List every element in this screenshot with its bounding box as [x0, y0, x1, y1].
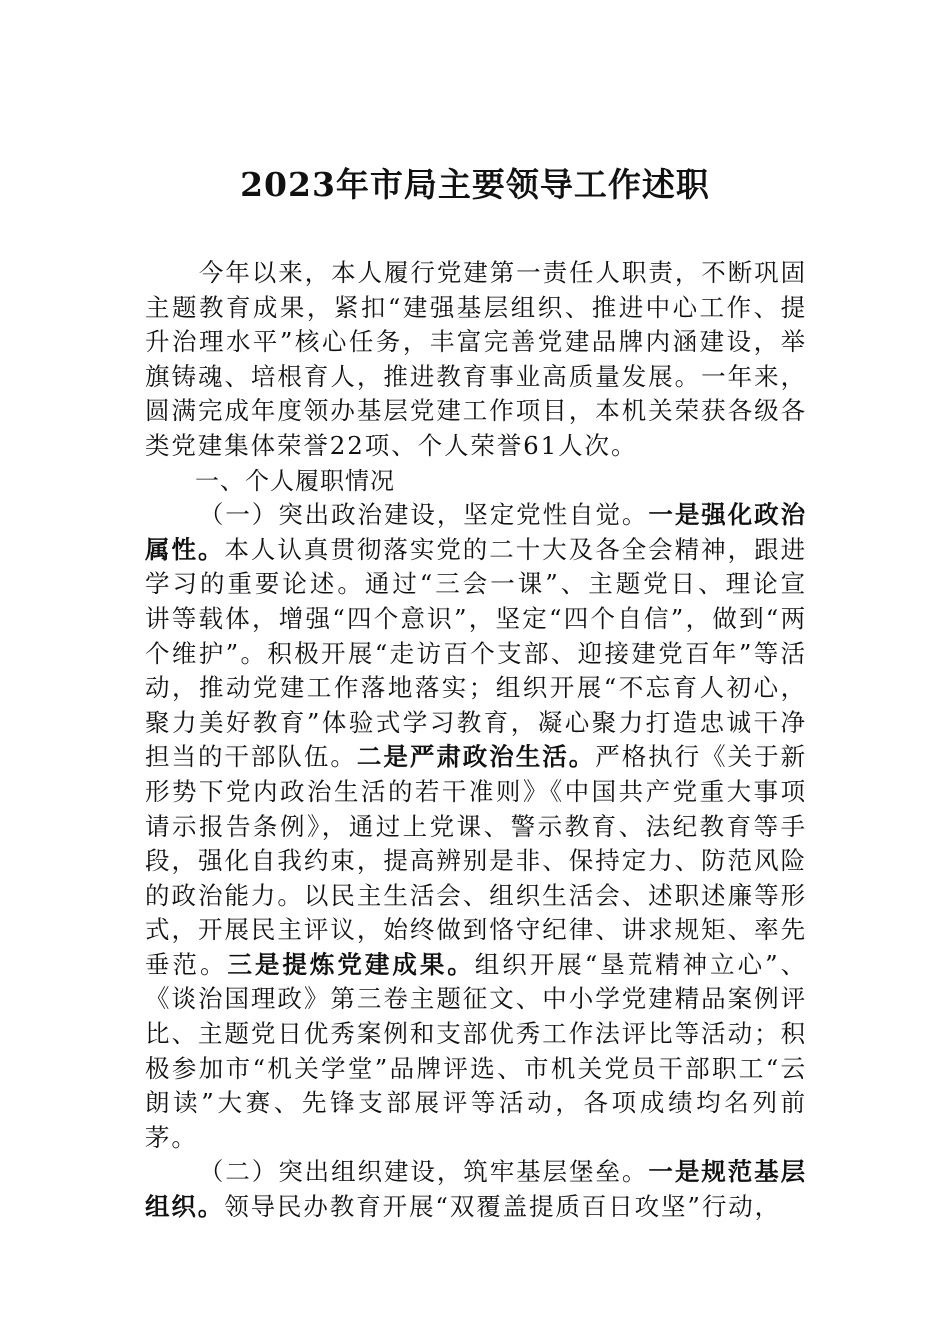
point-1-heading: 一是强化政治属性。 [145, 500, 807, 564]
paragraph-lead: （二）突出组织建设，筑牢基层堡垒。 [198, 1157, 649, 1187]
point-1-text: 本人认真贯彻落实党的二十大及各全会精神，跟进学习的重要论述。通过“三会一课”、主题党日、理论宣讲等载体，增强“四个意识”，坚定“四个自信”，做到“两个维护”。积极开展“走访百个支部、迎接建党百年”等活动，推动党建工作落地落实；组织开展“不忘育人初心，聚力美好教育”体验式学习教育，凝心聚力打造忠诚干净担当的干部队伍。 [145, 534, 807, 772]
point-1-heading: 一是规范基层组织。 [145, 1157, 807, 1222]
point-2-text: 严格执行《关于新形势下党内政治生活的若干准则》《中国共产党重大事项请示报告条例》，通过上党课、警示教育、法纪教育等手段，强化自我约束，提高辨别是非、保持定力、防范风险的政治能力。以民主生活会、组织生活会、述职述廉等形式，开展民主评议，始终做到恪守纪律、讲求规矩、率先垂范。 [145, 742, 807, 979]
paragraph-lead: （一）突出政治建设，坚定党性自觉。 [198, 500, 649, 530]
point-2-heading: 二是严肃政治生活。 [356, 742, 596, 772]
document-title: 2023年市局主要领导工作述职 [240, 165, 710, 204]
section-heading: 一、个人履职情况 [195, 466, 395, 495]
point-1-text: 领导民办教育开展“双覆盖提质百日攻坚”行动， [224, 1192, 782, 1222]
intro-paragraph: 今年以来，本人履行党建第一责任人职责，不断巩固主题教育成果，紧扣“建强基层组织、推进中心工作、提升治理水平”核心任务，丰富完善党建品牌内涵建设，举旗铸魂、培根育人，推进教育事业高质量发展。一年来，圆满完成年度领办基层党建工作项目，本机关荣获各级各类党建集体荣誉22项、个人荣誉61人次。 [145, 258, 807, 460]
paragraph-political-building [145, 498, 807, 1155]
point-3-text: 组织开展“垦荒精神立心”、《谈治国理政》第三卷主题征文、中小学党建精品案例评比、主题党日优秀案例和支部优秀工作法评比等活动；积极参加市“机关学堂”品牌评选、市机关党员干部职工“云朗读”大赛、先锋支部展评等活动，各项成绩均名列前茅。 [145, 949, 807, 1152]
point-3-heading: 三是提炼党建成果。 [227, 949, 475, 979]
document-body [145, 256, 807, 1225]
paragraph-organization-building [145, 1155, 807, 1224]
